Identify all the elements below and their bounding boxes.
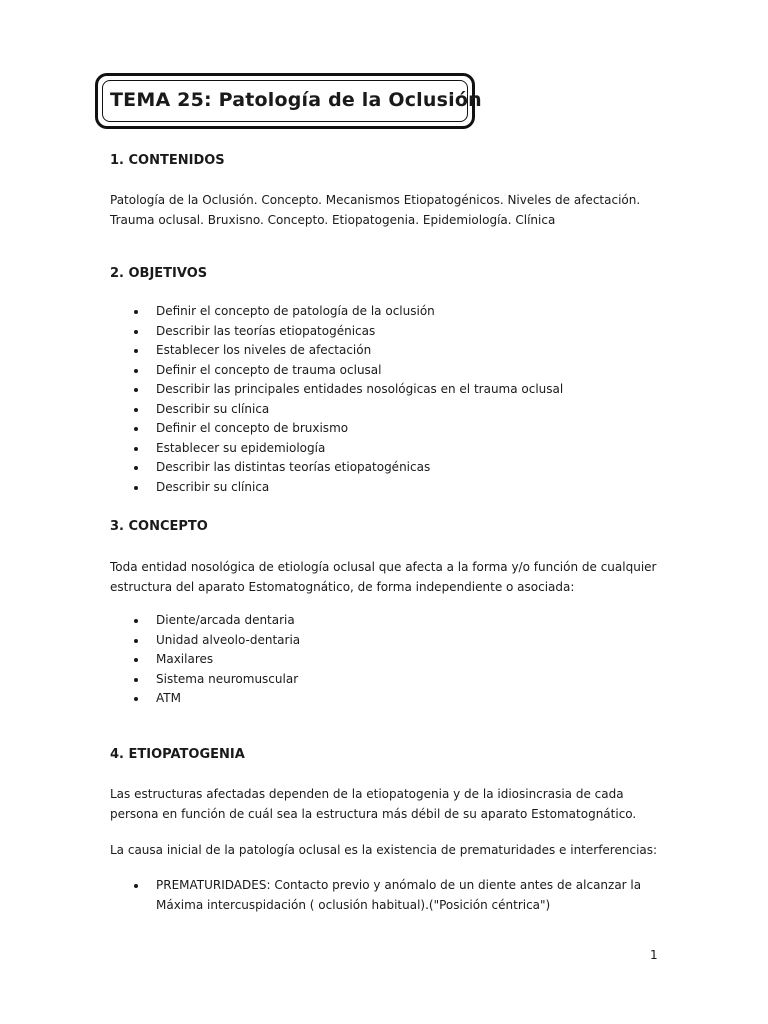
list-item: Describir su clínica bbox=[110, 478, 563, 498]
contenidos-paragraph bbox=[110, 190, 670, 230]
heading-objetivos: 2. OBJETIVOS bbox=[110, 266, 208, 281]
list-item: ATM bbox=[110, 689, 300, 709]
etiopatogenia-line: Las estructuras afectadas dependen de la etiopatogenia y de la idiosincrasia de cada bbox=[110, 787, 624, 801]
etiopatogenia-line: persona en función de cuál sea la estructura más débil de su aparato Estomatognático. bbox=[110, 807, 637, 821]
concepto-paragraph bbox=[110, 557, 670, 597]
list-item: Describir las distintas teorías etiopatogénicas bbox=[110, 458, 563, 478]
list-item: Maxilares bbox=[110, 650, 300, 670]
list-item: Establecer los niveles de afectación bbox=[110, 341, 563, 361]
objetivos-list bbox=[110, 302, 563, 497]
contenidos-line: Trauma oclusal. Bruxisno. Concepto. Etiopatogenia. Epidemiología. Clínica bbox=[110, 213, 556, 227]
list-item: Describir su clínica bbox=[110, 400, 563, 420]
list-item: PREMATURIDADES: Contacto previo y anómalo de un diente antes de alcanzar la bbox=[110, 876, 641, 896]
list-item: Definir el concepto de patología de la oclusión bbox=[110, 302, 563, 322]
list-item: Definir el concepto de bruxismo bbox=[110, 419, 563, 439]
heading-contenidos: 1. CONTENIDOS bbox=[110, 153, 225, 168]
contenidos-line: Patología de la Oclusión. Concepto. Mecanismos Etiopatogénicos. Niveles de afectación. bbox=[110, 193, 641, 207]
list-item: Describir las principales entidades nosológicas en el trauma oclusal bbox=[110, 380, 563, 400]
etiopatogenia-paragraph-2: La causa inicial de la patología oclusal es la existencia de prematuridades e interferencias: bbox=[110, 843, 658, 857]
list-item: Sistema neuromuscular bbox=[110, 670, 300, 690]
list-item: Describir las teorías etiopatogénicas bbox=[110, 322, 563, 342]
heading-concepto: 3. CONCEPTO bbox=[110, 519, 208, 534]
title-box bbox=[95, 73, 482, 129]
concepto-list bbox=[110, 611, 300, 709]
list-item: Diente/arcada dentaria bbox=[110, 611, 300, 631]
etiopatogenia-list bbox=[110, 876, 641, 896]
list-item: Definir el concepto de trauma oclusal bbox=[110, 361, 563, 381]
page-number: 1 bbox=[650, 948, 658, 962]
document-title: TEMA 25: Patología de la Oclusión bbox=[110, 89, 482, 111]
concepto-line: estructura del aparato Estomatognático, de forma independiente o asociada: bbox=[110, 580, 575, 594]
list-item: Establecer su epidemiología bbox=[110, 439, 563, 459]
list-item: Unidad alveolo-dentaria bbox=[110, 631, 300, 651]
etiopatogenia-bullet-continuation bbox=[110, 895, 670, 915]
bullet-continuation-line: Máxima intercuspidación ( oclusión habitual).("Posición céntrica") bbox=[156, 898, 551, 912]
etiopatogenia-paragraph-1 bbox=[110, 784, 670, 824]
heading-etiopatogenia: 4. ETIOPATOGENIA bbox=[110, 747, 245, 762]
concepto-line: Toda entidad nosológica de etiología oclusal que afecta a la forma y/o función de cualquier bbox=[110, 560, 657, 574]
